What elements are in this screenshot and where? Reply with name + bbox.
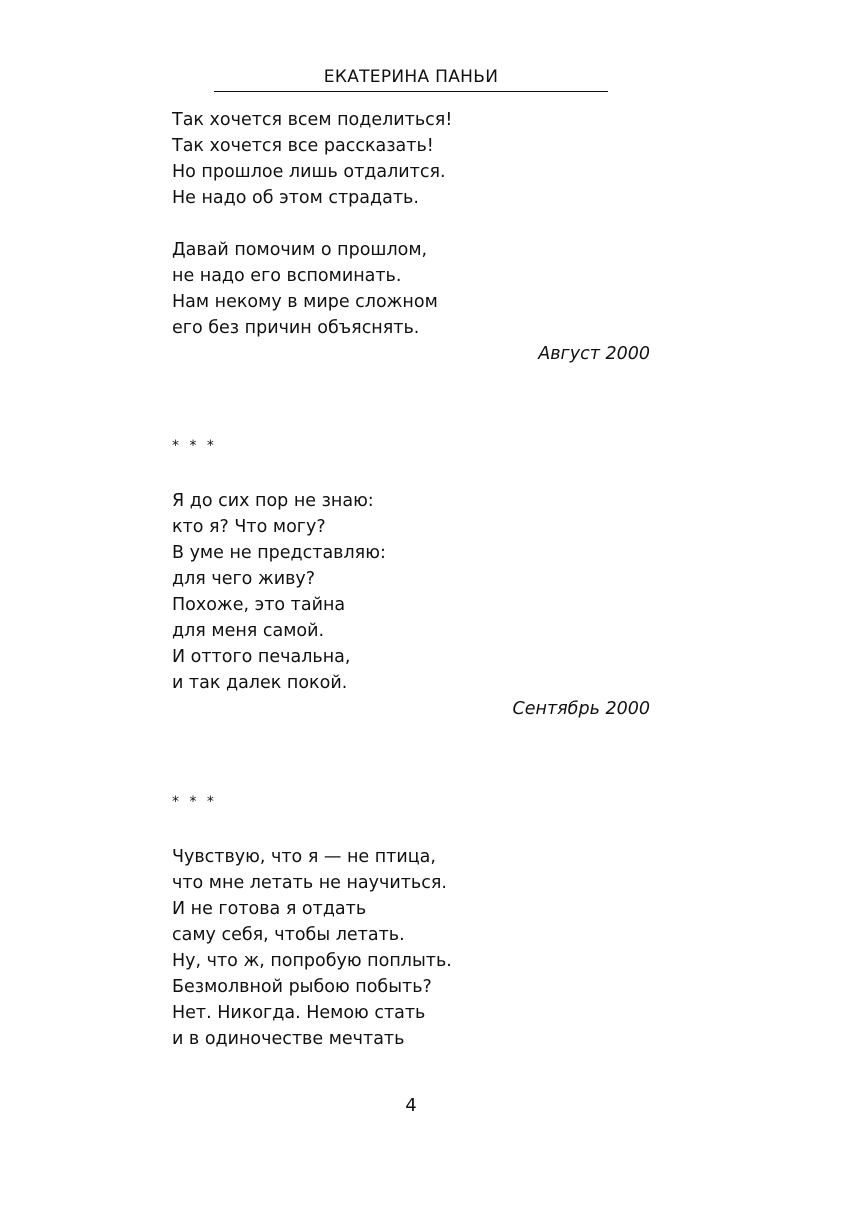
verse-line: не надо его вспоминать. [172, 266, 402, 286]
verse-line: и так далек покой. [172, 673, 348, 693]
verse-line: для меня самой. [172, 621, 325, 641]
verse-line: Нет. Никогда. Немою стать [172, 1003, 426, 1023]
verse-line: и в одиночестве мечтать [172, 1029, 405, 1049]
verse-line: Но прошлое лишь отдалится. [172, 162, 446, 182]
poem-2-stanza-1 [172, 488, 652, 696]
verse-line: Так хочется всем поделиться! [172, 110, 453, 130]
poem-2-date: Сентябрь 2000 [512, 699, 650, 719]
poem-2-separator: * * * [172, 438, 217, 454]
verse-line: Так хочется все рассказать! [172, 136, 434, 156]
stanza-gap [172, 211, 652, 237]
verse-line: Давай помочим о прошлом, [172, 240, 428, 260]
verse-line: Чувствую, что я — не птица, [172, 847, 436, 867]
verse-line: Нам некому в мире сложном [172, 292, 438, 312]
header-rule [214, 91, 608, 92]
verse-line: Безмолвной рыбою побыть? [172, 977, 432, 997]
poem-1-stanza-1 [172, 107, 652, 211]
verse-line: саму себя, чтобы летать. [172, 925, 405, 945]
verse-line: Похоже, это тайна [172, 595, 346, 615]
poem-1 [172, 107, 652, 341]
verse-line: его без причин объяснять. [172, 318, 420, 338]
poem-1-stanza-2 [172, 237, 652, 341]
verse-line: что мне летать не научиться. [172, 873, 447, 893]
poem-2 [172, 488, 652, 696]
page-number: 4 [405, 1095, 417, 1116]
verse-line: И оттого печальна, [172, 647, 351, 667]
verse-line: Не надо об этом страдать. [172, 188, 419, 208]
poem-3-stanza-1 [172, 844, 652, 1052]
verse-line: В уме не представляю: [172, 543, 386, 563]
verse-line: Я до сих пор не знаю: [172, 491, 374, 511]
poem-3 [172, 844, 652, 1052]
verse-line: Ну, что ж, попробую поплыть. [172, 951, 452, 971]
poem-1-date: Август 2000 [538, 344, 650, 364]
running-head-author: ЕКАТЕРИНА ПАНЬИ [323, 67, 499, 87]
verse-line: кто я? Что могу? [172, 517, 326, 537]
poem-3-separator: * * * [172, 794, 217, 810]
verse-line: для чего живу? [172, 569, 316, 589]
verse-line: И не готова я отдать [172, 899, 367, 919]
